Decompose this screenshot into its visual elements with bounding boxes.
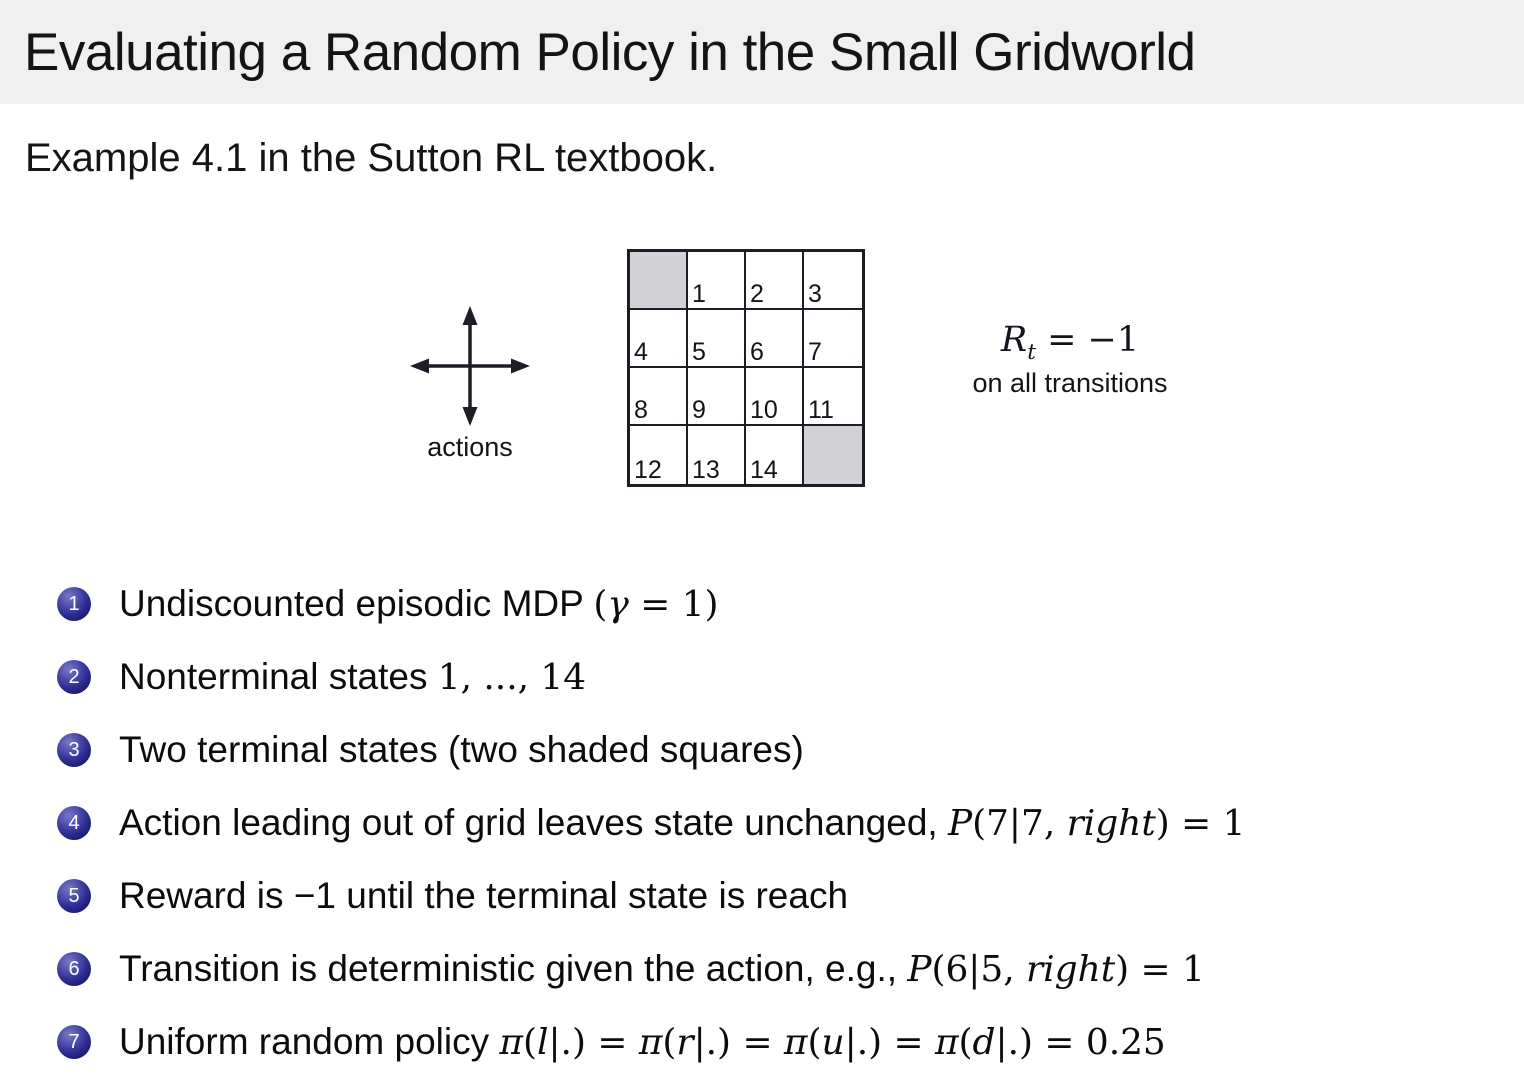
text-segment: Nonterminal states <box>119 655 438 697</box>
grid-cell: 9 <box>688 368 746 426</box>
grid-cell: 1 <box>688 252 746 310</box>
math-segment: (7|7, <box>972 802 1067 844</box>
item-number-badge: 6 <box>57 952 91 986</box>
math-segment: = 1) <box>628 583 719 625</box>
actions-label: actions <box>427 432 513 462</box>
math-segment: γ <box>607 583 629 625</box>
subtitle: Example 4.1 in the Sutton RL textbook. <box>25 136 718 180</box>
math-segment: P <box>947 802 973 844</box>
grid-cell: 5 <box>688 310 746 368</box>
grid-cell: 10 <box>746 368 804 426</box>
list-item <box>57 872 1507 919</box>
grid-cell: 8 <box>630 368 688 426</box>
reward-value: = −1 <box>1035 320 1140 360</box>
math-segment: |.) = 0.25 <box>995 1021 1166 1063</box>
math-segment: ( <box>593 583 608 625</box>
item-text <box>119 583 719 625</box>
math-segment: |.) = <box>693 1021 784 1063</box>
math-segment: (6|5, <box>931 948 1027 990</box>
reward-subscript: t <box>1027 340 1036 365</box>
item-number-badge: 1 <box>57 587 91 621</box>
list-item <box>57 653 1507 700</box>
item-text <box>119 656 586 698</box>
title-band <box>0 0 1524 104</box>
math-segment: π <box>638 1021 663 1063</box>
grid-cell: 14 <box>746 426 804 484</box>
text-segment: Transition is deterministic given the action, e.g., <box>119 947 908 989</box>
item-text <box>119 875 848 917</box>
math-segment: right <box>1066 802 1156 844</box>
list-item <box>57 945 1507 992</box>
grid-cell-terminal <box>804 426 862 484</box>
math-segment: |.) = <box>548 1021 639 1063</box>
item-text <box>119 1021 1166 1063</box>
math-segment: π <box>934 1021 959 1063</box>
math-segment: |.) = <box>844 1021 935 1063</box>
grid-cell: 3 <box>804 252 862 310</box>
math-segment: d <box>972 1021 996 1063</box>
math-segment: r <box>676 1021 694 1063</box>
math-segment: π <box>783 1021 808 1063</box>
gridworld-grid <box>627 249 865 487</box>
math-segment: π <box>499 1021 523 1063</box>
math-segment: l <box>536 1021 549 1063</box>
grid-cell: 7 <box>804 310 862 368</box>
text-segment: Undiscounted episodic MDP <box>119 582 594 624</box>
math-segment: ( <box>807 1021 822 1063</box>
four-direction-arrows-icon <box>410 306 530 426</box>
item-text <box>119 729 804 771</box>
reward-note <box>910 320 1230 399</box>
item-number-badge: 3 <box>57 733 91 767</box>
grid-cell-terminal <box>630 252 688 310</box>
property-list <box>57 580 1507 1091</box>
text-segment: Reward is −1 until the terminal state is reach <box>119 874 849 916</box>
list-item <box>57 799 1507 846</box>
math-segment: ) = 1 <box>1115 948 1205 990</box>
grid-cell: 12 <box>630 426 688 484</box>
math-segment: ) = 1 <box>1155 802 1246 844</box>
reward-symbol: R <box>1000 320 1028 360</box>
grid-cell: 6 <box>746 310 804 368</box>
item-text <box>119 802 1245 844</box>
reward-caption: on all transitions <box>972 368 1168 398</box>
actions-figure <box>408 306 532 463</box>
item-text <box>119 948 1205 990</box>
grid-cell: 13 <box>688 426 746 484</box>
grid-cell: 11 <box>804 368 862 426</box>
math-segment: 1, ..., 14 <box>437 656 587 698</box>
math-segment: ( <box>662 1021 677 1063</box>
math-segment: ( <box>522 1021 537 1063</box>
text-segment: Action leading out of grid leaves state unchanged, <box>119 801 948 843</box>
item-number-badge: 5 <box>57 879 91 913</box>
item-number-badge: 4 <box>57 806 91 840</box>
grid-cell: 2 <box>746 252 804 310</box>
list-item <box>57 726 1507 773</box>
text-segment: Two terminal states (two shaded squares) <box>119 728 804 770</box>
grid-cell: 4 <box>630 310 688 368</box>
list-item <box>57 1018 1507 1065</box>
math-segment: u <box>821 1021 845 1063</box>
math-segment: P <box>907 948 932 990</box>
list-item <box>57 580 1507 627</box>
math-segment: right <box>1026 948 1116 990</box>
item-number-badge: 7 <box>57 1025 91 1059</box>
item-number-badge: 2 <box>57 660 91 694</box>
page-title: Evaluating a Random Policy in the Small Gridworld <box>24 22 1196 82</box>
math-segment: ( <box>958 1021 973 1063</box>
reward-formula <box>910 320 1230 365</box>
text-segment: Uniform random policy <box>119 1020 500 1062</box>
